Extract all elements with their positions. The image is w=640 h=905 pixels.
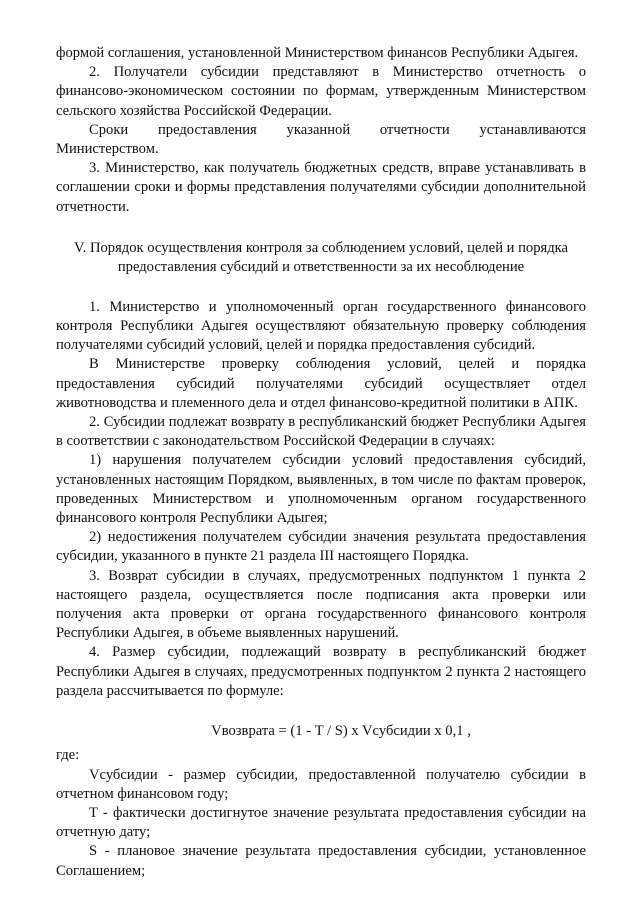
paragraph: 2. Субсидии подлежат возврату в республиканский бюджет Республики Адыгея в соответствии с законодательством Российской Федерации в случаях: xyxy=(56,414,586,450)
paragraph: Сроки предоставления указанной отчетности устанавливаются Министерством. xyxy=(56,121,586,158)
paragraph: 3. Министерство, как получатель бюджетных средств, вправе устанавливать в соглашении сроки и формы представления получателями субсидии дополнительной отчетности. xyxy=(56,160,586,215)
document-page xyxy=(56,44,586,881)
where-label: где: xyxy=(56,747,80,764)
section-heading: V. Порядок осуществления контроля за соблюдением условий, целей и порядка предоставления субсидий и ответственности за их несоблюдение xyxy=(74,239,568,276)
formula: Vвозврата = (1 - T / S) x Vсубсидии x 0,1 , xyxy=(211,723,471,740)
paragraph: 1) нарушения получателем субсидии условий предоставления субсидий, установленных настоящим Порядком, выявленных, в том числе по фактам проверок, проведенных Министерством и уполномоченным органом государственного финансового контроля Республики Адыгея; xyxy=(56,452,586,527)
paragraph: 4. Размер субсидии, подлежащий возврату в республиканский бюджет Республики Адыгея в случаях, предусмотренных подпунктом 2 пункта 2 настоящего раздела рассчитывается по формуле: xyxy=(56,644,586,699)
paragraph: формой соглашения, установленной Министерством финансов Республики Адыгея. xyxy=(56,45,579,61)
definition: S - плановое значение результата предоставления субсидии, установленное Соглашением; xyxy=(56,843,586,879)
paragraph: 1. Министерство и уполномоченный орган государственного финансового контроля Республики Адыгея осуществляют обязательную проверку соблюдения получателями субсидий условий, целей и порядка предоставления субсидий. xyxy=(56,298,586,354)
definition: T - фактически достигнутое значение результата предоставления субсидии на отчетную дату; xyxy=(56,804,586,841)
paragraph: 2) недостижения получателем субсидии значения результата предоставления субсидии, указанного в пункте 21 раздела III настоящего Порядка. xyxy=(56,529,586,565)
definition: Vсубсидии - размер субсидии, предоставленной получателю субсидии в отчетном финансовом году; xyxy=(56,766,586,802)
paragraph: В Министерстве проверку соблюдения условий, целей и порядка предоставления субсидий получателями субсидий осуществляет отдел животноводства и племенного дела и отдел финансово-кредитной политики в АПК. xyxy=(56,356,586,411)
paragraph: 2. Получатели субсидии представляют в Министерство отчетность о финансово-экономическом состоянии по формам, утвержденным Министерством сельского хозяйства Российской Федерации. xyxy=(56,64,586,119)
paragraph: 3. Возврат субсидии в случаях, предусмотренных подпунктом 1 пункта 2 настоящего раздела, осуществляется после подписания акта проверки или получения акта проверки от органа государственного финансового контроля Республики Адыгея, в объеме выявленных нарушений. xyxy=(56,567,586,642)
